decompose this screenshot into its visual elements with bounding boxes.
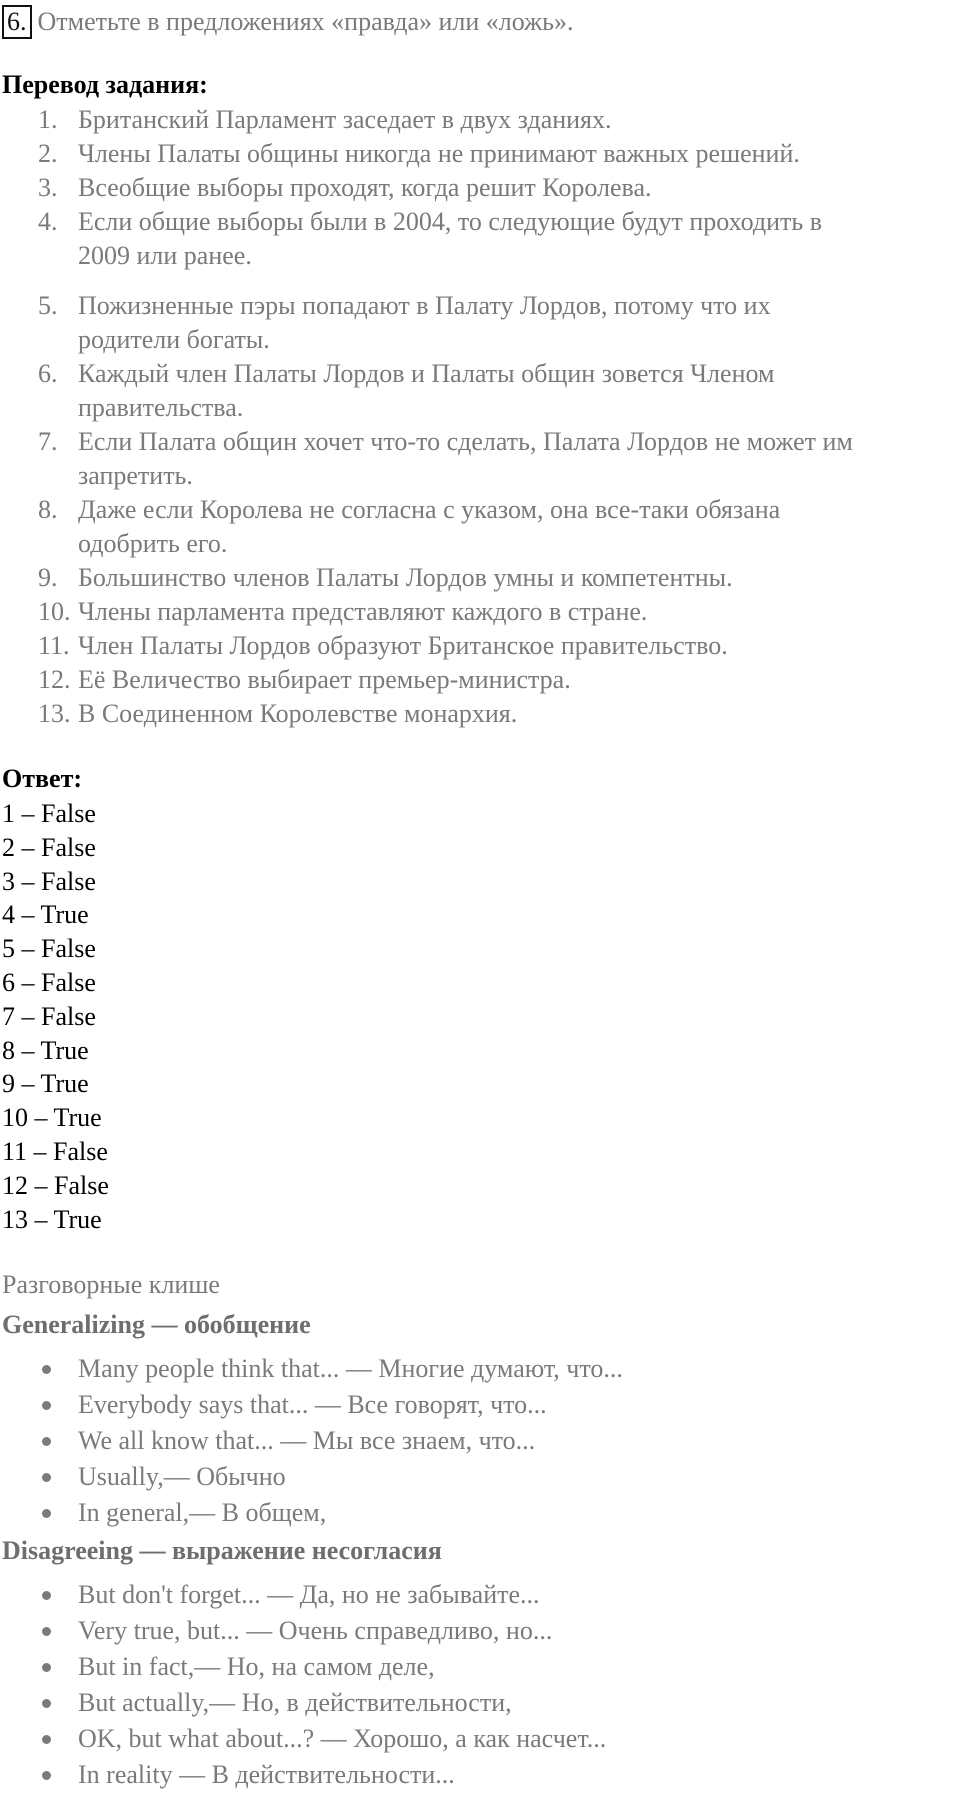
phrase-item xyxy=(2,1685,606,1721)
translation-item xyxy=(2,357,853,391)
translation-item-continuation xyxy=(2,323,853,357)
translation-item xyxy=(2,595,853,629)
translation-item xyxy=(2,663,853,697)
phrase-item xyxy=(2,1351,623,1387)
item-number: 9. xyxy=(38,563,58,592)
item-text: запретить. xyxy=(78,461,193,490)
answer-item: 12 – False xyxy=(2,1170,109,1200)
item-number: 11. xyxy=(38,631,70,660)
item-text: Большинство членов Палаты Лордов умны и компетентны. xyxy=(78,563,733,592)
disagreeing-heading: Disagreeing — выражение несогласия xyxy=(2,1536,442,1565)
task-number: 6. xyxy=(2,5,32,39)
translation-item-continuation xyxy=(2,527,853,561)
phrase-item xyxy=(2,1721,606,1757)
item-text: Если Палата общин хочет что-то сделать, Палата Лордов не может им xyxy=(78,427,853,456)
phrase-text: Usually,— Обычно xyxy=(78,1462,286,1491)
translation-item xyxy=(2,629,853,663)
phrases-title: Разговорные клише xyxy=(2,1270,220,1299)
bullet-icon xyxy=(42,1401,51,1410)
phrase-item xyxy=(2,1613,606,1649)
phrase-text: But actually,— Но, в действительности, xyxy=(78,1688,512,1717)
phrase-text: But in fact,— Но, на самом деле, xyxy=(78,1652,435,1681)
item-number: 12. xyxy=(38,665,71,694)
item-number: 5. xyxy=(38,291,58,320)
generalizing-heading: Generalizing — обобщение xyxy=(2,1310,311,1339)
bullet-icon xyxy=(42,1365,51,1374)
translation-item xyxy=(2,425,853,459)
bullet-icon xyxy=(42,1473,51,1482)
translation-item xyxy=(2,171,853,205)
item-text: Пожизненные пэры попадают в Палату Лордов, потому что их xyxy=(78,291,771,320)
item-number: 2. xyxy=(38,139,58,168)
task-instruction: Отметьте в предложениях «правда» или «ложь». xyxy=(37,7,574,36)
bullet-icon xyxy=(42,1771,51,1780)
phrase-item xyxy=(2,1387,623,1423)
phrase-item xyxy=(2,1757,606,1793)
translation-item-continuation xyxy=(2,459,853,493)
translation-item xyxy=(2,103,853,137)
translation-item xyxy=(2,137,853,171)
task-header xyxy=(2,4,573,40)
translation-list xyxy=(2,103,853,731)
translation-item xyxy=(2,493,853,527)
answer-item: 11 – False xyxy=(2,1136,108,1166)
item-number: 1. xyxy=(38,105,58,134)
generalizing-list xyxy=(2,1351,623,1531)
answer-item: 3 – False xyxy=(2,866,96,896)
item-text: Члены парламента представляют каждого в стране. xyxy=(78,597,648,626)
phrase-item xyxy=(2,1649,606,1685)
item-number: 4. xyxy=(38,207,58,236)
phrase-item xyxy=(2,1459,623,1495)
item-text: Члены Палаты общины никогда не принимают важных решений. xyxy=(78,139,800,168)
item-text: Каждый член Палаты Лордов и Палаты общин зовется Членом xyxy=(78,359,775,388)
answer-item: 10 – True xyxy=(2,1103,102,1133)
item-text: Британский Парламент заседает в двух зданиях. xyxy=(78,105,612,134)
item-number: 13. xyxy=(38,699,71,728)
answer-item: 2 – False xyxy=(2,832,96,862)
item-text: родители богаты. xyxy=(78,325,270,354)
translation-item xyxy=(2,561,853,595)
bullet-icon xyxy=(42,1509,51,1518)
bullet-icon xyxy=(42,1735,51,1744)
item-text: Член Палаты Лордов образуют Британское правительство. xyxy=(78,631,728,660)
phrase-text: We all know that... — Мы все знаем, что... xyxy=(78,1426,536,1455)
disagreeing-list xyxy=(2,1577,606,1793)
translation-item xyxy=(2,289,853,323)
item-text: Если общие выборы были в 2004, то следующие будут проходить в xyxy=(78,207,823,236)
phrase-text: OK, but what about...? — Хорошо, а как насчет... xyxy=(78,1724,607,1753)
answer-item: 4 – True xyxy=(2,900,89,930)
phrase-text: In general,— В общем, xyxy=(78,1498,327,1527)
bullet-icon xyxy=(42,1591,51,1600)
item-number: 10. xyxy=(38,597,71,626)
item-text: правительства. xyxy=(78,393,244,422)
translation-item xyxy=(2,697,853,731)
phrase-item xyxy=(2,1577,606,1613)
item-number: 3. xyxy=(38,173,58,202)
translation-item xyxy=(2,205,853,239)
item-text: Её Величество выбирает премьер-министра. xyxy=(78,665,571,694)
answer-list xyxy=(2,797,109,1236)
bullet-icon xyxy=(42,1663,51,1672)
item-text: В Соединенном Королевстве монархия. xyxy=(78,699,518,728)
item-number: 7. xyxy=(38,427,58,456)
item-number: 6. xyxy=(38,359,58,388)
item-text: 2009 или ранее. xyxy=(78,241,252,270)
item-text: Всеобщие выборы проходят, когда решит Королева. xyxy=(78,173,652,202)
answer-item: 5 – False xyxy=(2,934,96,964)
answer-heading: Ответ: xyxy=(2,764,83,793)
answer-item: 9 – True xyxy=(2,1069,89,1099)
bullet-icon xyxy=(42,1437,51,1446)
answer-item: 1 – False xyxy=(2,799,96,828)
phrase-text: Many people think that... — Многие думают, что... xyxy=(78,1354,623,1383)
phrase-text: But don't forget... — Да, но не забывайте... xyxy=(78,1580,540,1609)
item-text: одобрить его. xyxy=(78,529,228,558)
phrase-item xyxy=(2,1423,623,1459)
phrase-text: In reality — В действительности... xyxy=(78,1760,455,1789)
answer-item: 8 – True xyxy=(2,1035,89,1065)
bullet-icon xyxy=(42,1699,51,1708)
phrase-text: Very true, but... — Очень справедливо, но... xyxy=(78,1616,553,1645)
bullet-icon xyxy=(42,1627,51,1636)
answer-item: 7 – False xyxy=(2,1001,96,1031)
phrase-text: Everybody says that... — Все говорят, что... xyxy=(78,1390,547,1419)
translation-item-continuation xyxy=(2,391,853,425)
phrase-item xyxy=(2,1495,623,1531)
answer-item: 6 – False xyxy=(2,967,96,997)
translation-heading: Перевод задания: xyxy=(2,70,208,99)
translation-item-continuation xyxy=(2,239,853,273)
item-number: 8. xyxy=(38,495,58,524)
answer-item: 13 – True xyxy=(2,1204,102,1234)
item-text: Даже если Королева не согласна с указом, она все-таки обязана xyxy=(78,495,781,524)
